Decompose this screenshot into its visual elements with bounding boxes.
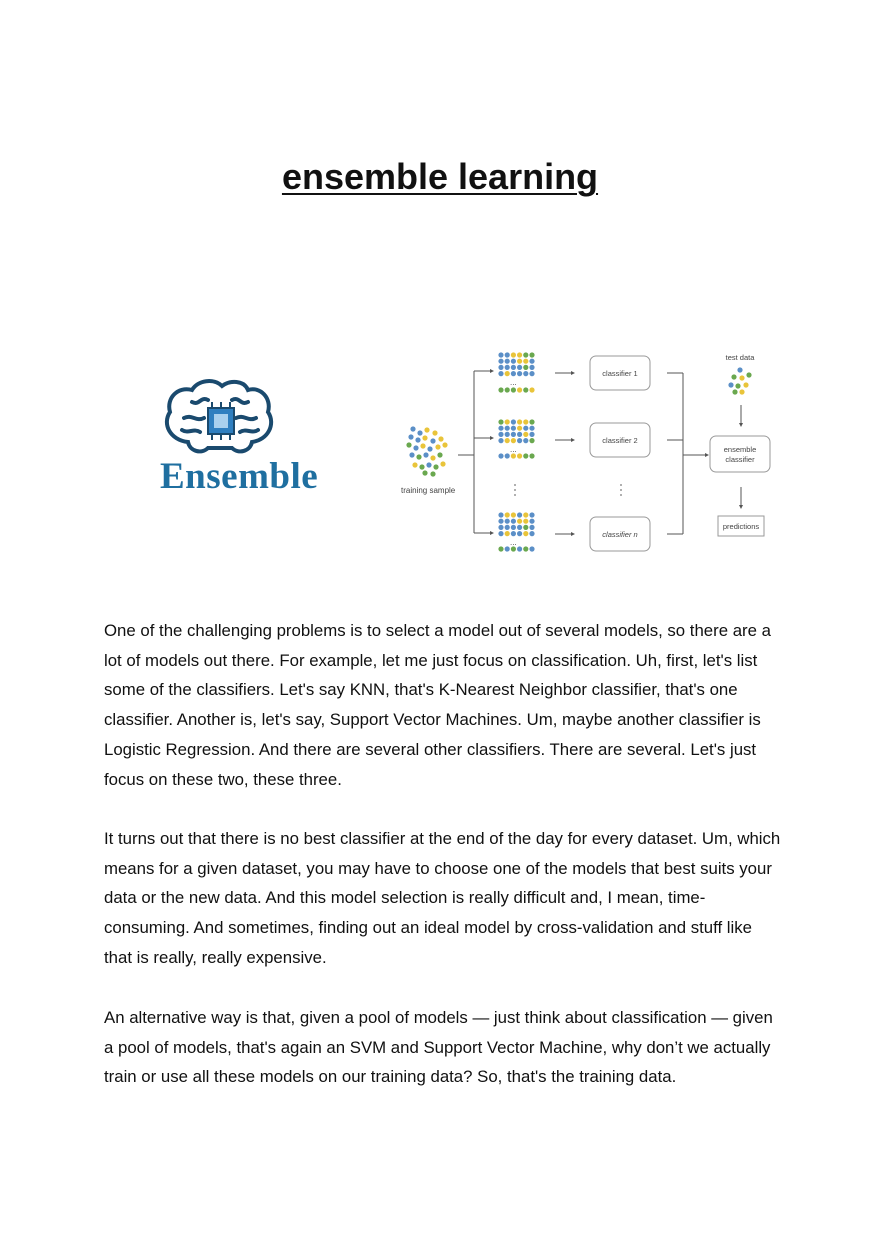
data-point-dot [511, 546, 516, 551]
data-point-dot [511, 359, 516, 364]
data-point-dot [424, 427, 429, 432]
data-point-dot [529, 453, 534, 458]
data-point-dot [517, 426, 522, 431]
data-point-dot [517, 453, 522, 458]
data-point-dot [523, 359, 528, 364]
data-point-dot [511, 426, 516, 431]
data-point-dot [498, 365, 503, 370]
ensemble-label-line1: ensemble [723, 445, 757, 454]
data-point-dot [739, 389, 744, 394]
data-point-dot [523, 546, 528, 551]
data-point-dot [505, 512, 510, 517]
data-point-dot [427, 446, 432, 451]
data-point-dot [505, 352, 510, 357]
classifier-n-label: classifier n [602, 530, 638, 539]
data-point-dot [442, 442, 447, 447]
data-point-dot [511, 371, 516, 376]
test-data-cluster [728, 367, 751, 394]
data-point-dot [511, 519, 516, 524]
data-point-dot [423, 452, 428, 457]
data-point-dot [415, 437, 420, 442]
data-point-dot [529, 512, 534, 517]
data-point-dot [511, 387, 516, 392]
data-point-dot [511, 432, 516, 437]
data-point-dot [728, 382, 733, 387]
classifier-1-label: classifier 1 [602, 369, 638, 378]
data-point-dot [523, 371, 528, 376]
data-point-dot [517, 438, 522, 443]
data-point-dot [505, 432, 510, 437]
data-point-dot [517, 359, 522, 364]
data-point-dot [406, 442, 411, 447]
data-point-dot [437, 452, 442, 457]
data-point-dot [735, 383, 740, 388]
data-point-dot [523, 387, 528, 392]
data-point-dot [517, 512, 522, 517]
data-point-dot [523, 512, 528, 517]
data-point-dot [517, 419, 522, 424]
data-point-dot [498, 387, 503, 392]
data-point-dot [433, 464, 438, 469]
data-point-dot [422, 470, 427, 475]
data-point-dot [505, 426, 510, 431]
data-point-dot [505, 531, 510, 536]
data-point-dot [529, 546, 534, 551]
data-point-dot [409, 452, 414, 457]
data-point-dot [511, 438, 516, 443]
data-point-dot [498, 352, 503, 357]
logo-wordmark: Ensemble [160, 456, 319, 497]
data-point-dot [529, 419, 534, 424]
data-point-dot [523, 432, 528, 437]
data-point-dot [517, 531, 522, 536]
data-point-dot [529, 387, 534, 392]
data-point-dot [737, 367, 742, 372]
data-point-dot [517, 432, 522, 437]
data-point-dot [498, 453, 503, 458]
data-point-dot [498, 426, 503, 431]
data-point-dot [511, 525, 516, 530]
data-point-dot [410, 426, 415, 431]
data-point-dot [412, 462, 417, 467]
data-point-dot [511, 365, 516, 370]
data-point-dot [426, 462, 431, 467]
data-point-dot [498, 419, 503, 424]
data-point-dot [440, 461, 445, 466]
ensemble-diagram [395, 345, 785, 565]
data-point-dot [523, 531, 528, 536]
data-point-dot [523, 352, 528, 357]
data-point-dot [498, 359, 503, 364]
training-sample-cluster [406, 426, 447, 476]
data-point-dot [523, 365, 528, 370]
data-point-dot [430, 455, 435, 460]
data-point-dot [523, 438, 528, 443]
data-point-dot [529, 432, 534, 437]
vertical-dots-left [514, 484, 516, 496]
data-point-dot [505, 525, 510, 530]
data-point-dot [529, 359, 534, 364]
data-point-dot [505, 365, 510, 370]
paragraph-2: It turns out that there is no best classifier at the end of the day for every dataset. Um, which means for a given dataset, you may have to choose one of the models that best suits your data or the new data. And this model selection is really difficult and, I mean, time-consuming. And sometimes, finding out an ideal model by cross-validation and stuff like that is really, really expensive. [104, 829, 781, 967]
data-point-dot [529, 426, 534, 431]
data-point-dot [432, 430, 437, 435]
data-point-dot [505, 519, 510, 524]
ellipsis-1: ... [510, 378, 517, 387]
data-point-dot [408, 434, 413, 439]
data-point-dot [505, 546, 510, 551]
data-point-dot [505, 371, 510, 376]
data-point-dot [430, 438, 435, 443]
data-point-dot [419, 464, 424, 469]
data-point-dot [416, 454, 421, 459]
data-point-dot [498, 371, 503, 376]
data-point-dot [505, 453, 510, 458]
test-data-label: test data [725, 353, 755, 362]
training-sample-label: training sample [401, 486, 456, 495]
data-point-dot [517, 519, 522, 524]
data-point-dot [505, 387, 510, 392]
ensemble-label-line2: classifier [725, 455, 755, 464]
predictions-label: predictions [722, 522, 760, 531]
data-point-dot [731, 374, 736, 379]
data-point-dot [523, 525, 528, 530]
data-point-dot [732, 389, 737, 394]
data-point-dot [529, 519, 534, 524]
data-point-dot [517, 546, 522, 551]
data-point-dot [511, 531, 516, 536]
data-point-dot [523, 453, 528, 458]
data-point-dot [529, 365, 534, 370]
data-point-dot [438, 436, 443, 441]
ensemble-classifier-box [710, 436, 770, 472]
data-point-dot [523, 419, 528, 424]
data-point-dot [739, 375, 744, 380]
vertical-dots-right [620, 484, 622, 496]
data-point-dot [430, 471, 435, 476]
data-point-dot [498, 531, 503, 536]
data-point-dot [417, 430, 422, 435]
data-point-dot [517, 371, 522, 376]
data-point-dot [511, 453, 516, 458]
data-point-dot [517, 352, 522, 357]
data-point-dot [511, 512, 516, 517]
data-point-dot [498, 525, 503, 530]
data-point-dot [529, 531, 534, 536]
data-point-dot [505, 359, 510, 364]
data-point-dot [498, 512, 503, 517]
data-point-dot [517, 387, 522, 392]
data-point-dot [511, 352, 516, 357]
data-point-dot [498, 432, 503, 437]
ellipsis-n: ... [510, 538, 517, 547]
classifier-2-label: classifier 2 [602, 436, 638, 445]
data-point-dot [498, 519, 503, 524]
ellipsis-2: ... [510, 445, 517, 454]
data-point-dot [498, 438, 503, 443]
data-point-dot [743, 382, 748, 387]
data-point-dot [529, 438, 534, 443]
data-point-dot [523, 426, 528, 431]
data-point-dot [505, 419, 510, 424]
data-point-dot [511, 419, 516, 424]
paragraph-3: An alternative way is that, given a pool of models — just think about classification — given a pool of models, that's again an SVM and Support Vector Machine, why don’t we actually train or use all these models on our training data? So, that's the training data. [104, 1008, 773, 1087]
data-point-dot [498, 546, 503, 551]
data-point-dot [746, 372, 751, 377]
data-point-dot [517, 365, 522, 370]
data-point-dot [523, 519, 528, 524]
data-point-dot [529, 352, 534, 357]
data-point-dot [529, 371, 534, 376]
data-point-dot [517, 525, 522, 530]
data-point-dot [413, 445, 418, 450]
data-point-dot [505, 438, 510, 443]
data-point-dot [529, 525, 534, 530]
paragraph-1: One of the challenging problems is to select a model out of several models, so there are a lot of models out there. For example, let me just focus on classification. Uh, first, let's list some of the classifiers. Let's say KNN, that's K-Nearest Neighbor classifier, that's one classifier. Another is, let's say, Support Vector Machines. Um, maybe another classifier is Logistic Regression. And there are several other classifiers. There are several. Let's just focus on these two, these three. [104, 621, 771, 789]
data-point-dot [435, 444, 440, 449]
data-point-dot [420, 443, 425, 448]
page-title: ensemble learning [281, 156, 599, 197]
data-point-dot [422, 435, 427, 440]
